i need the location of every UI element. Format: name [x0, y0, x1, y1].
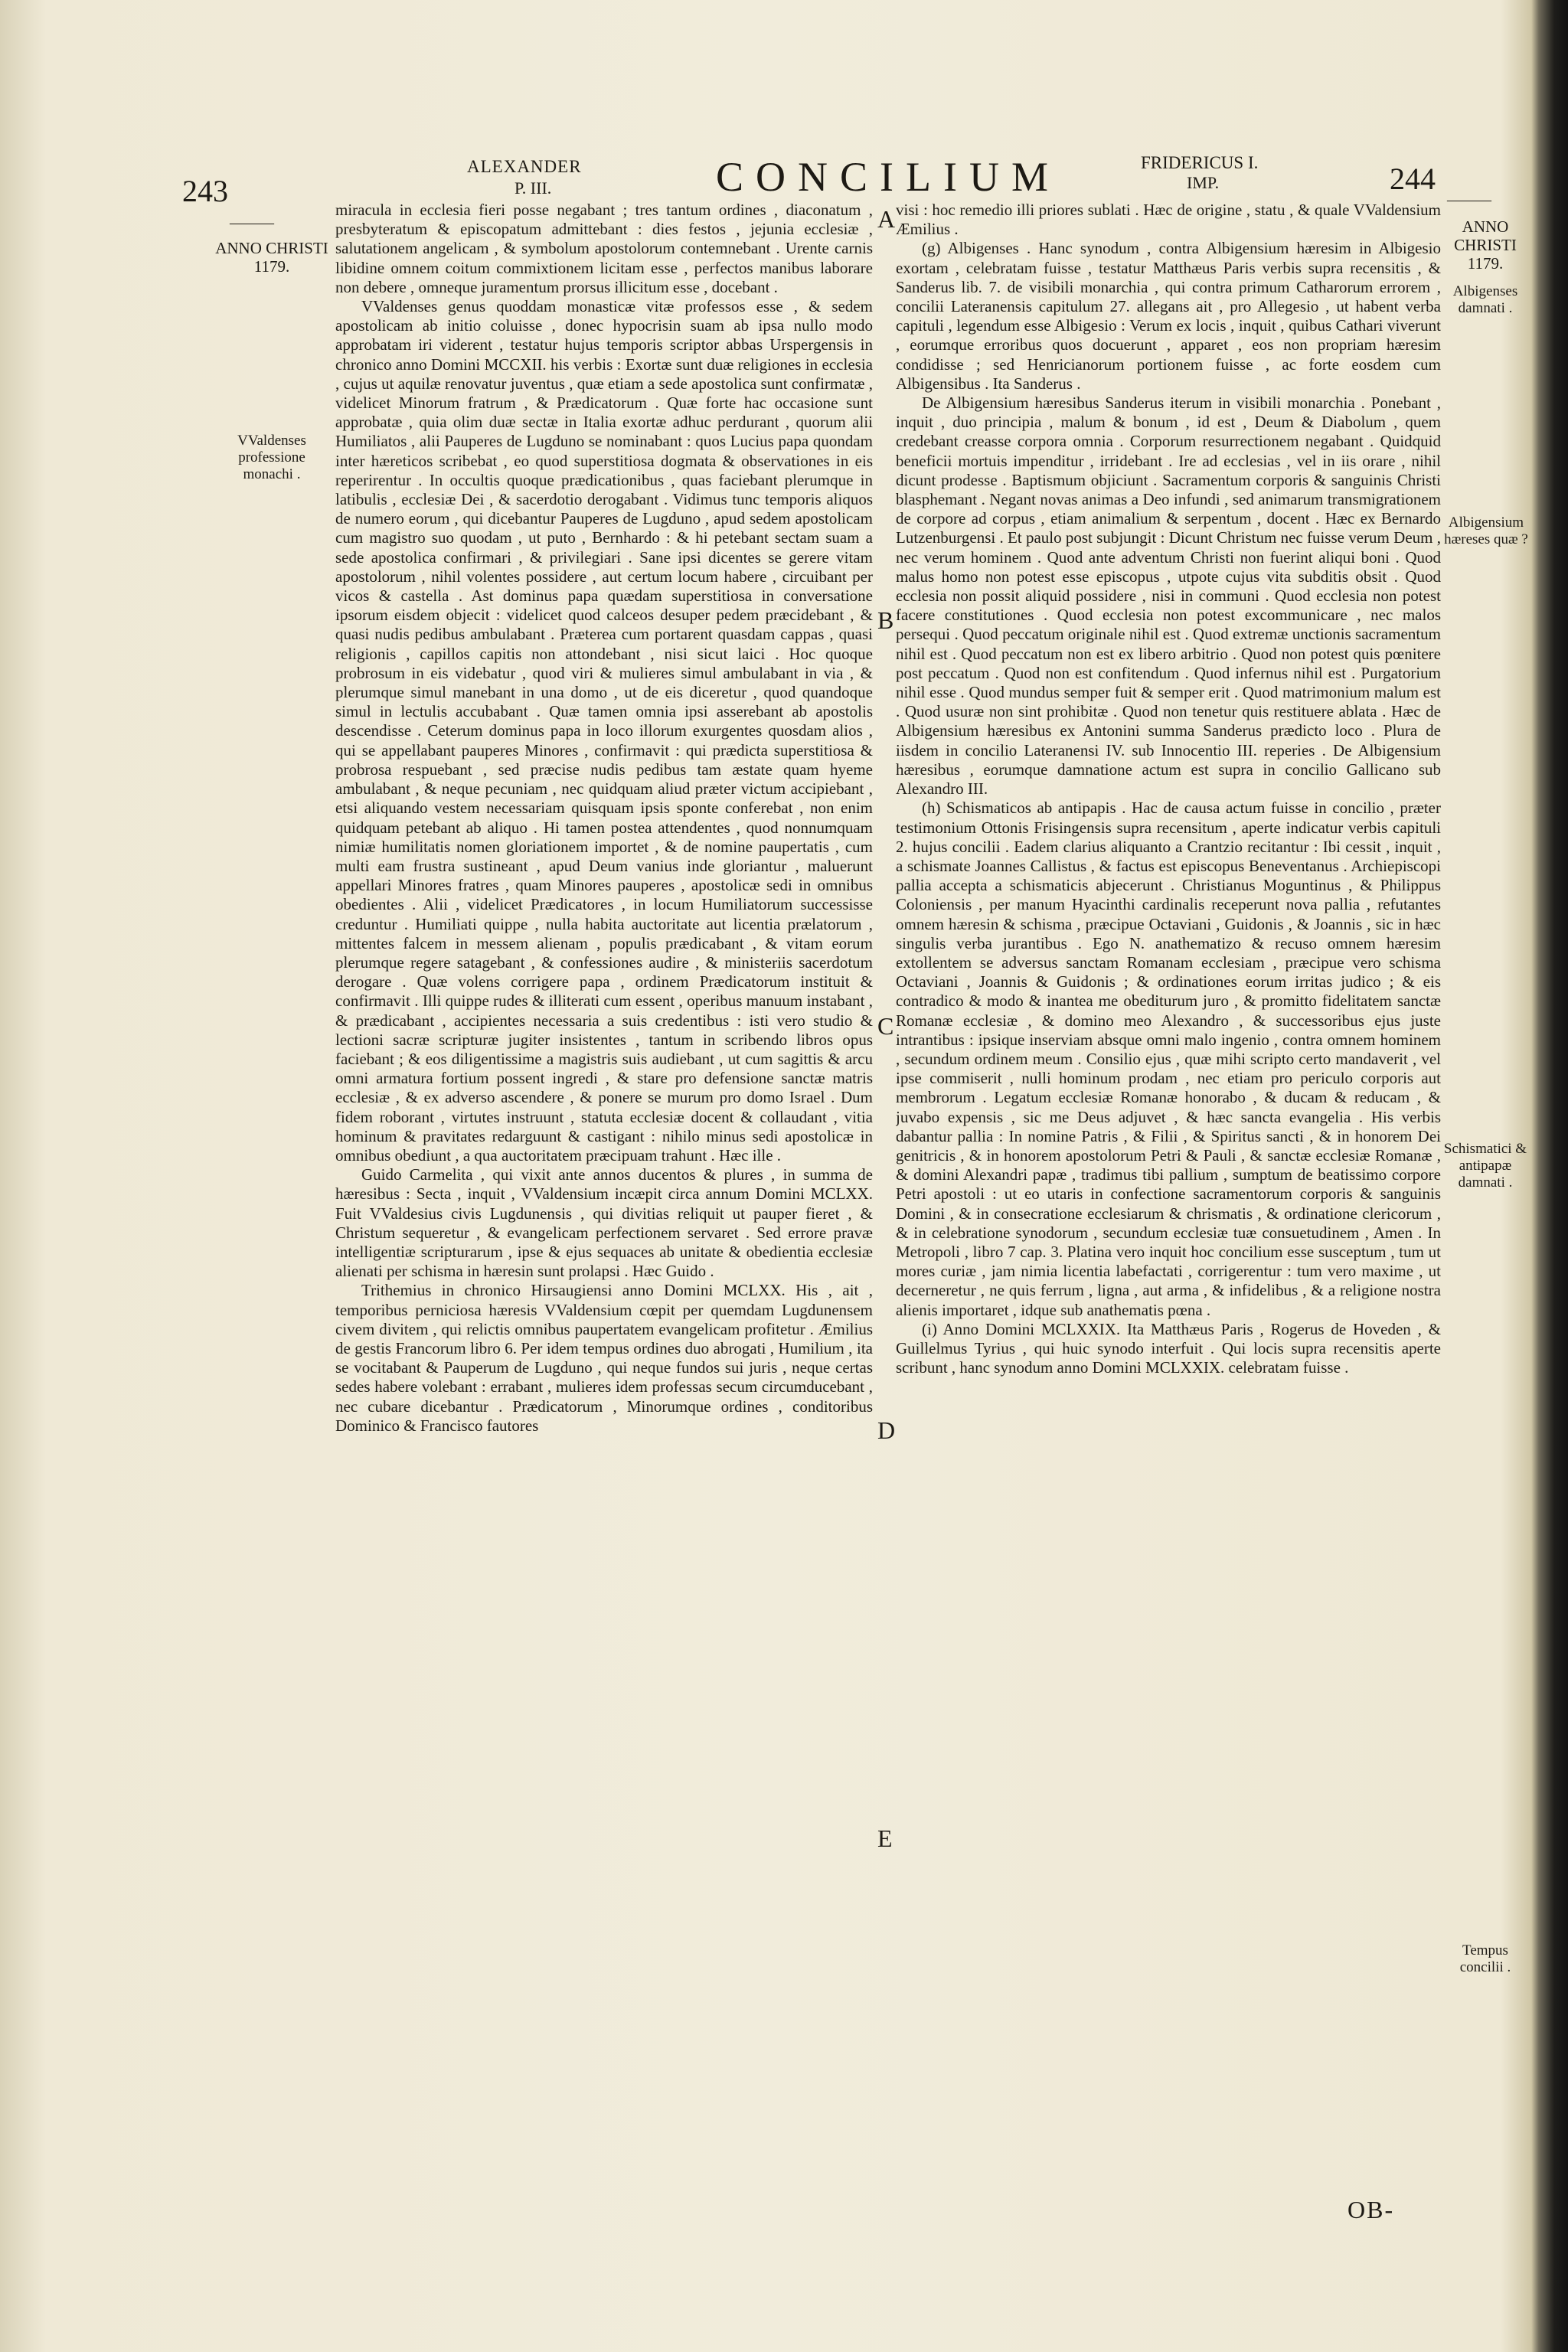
- page-number-left: 243: [182, 174, 228, 208]
- margin-dash-left: ———: [230, 214, 273, 231]
- running-head-left-sub: P. III.: [514, 178, 552, 198]
- paragraph: VValdenses genus quoddam monasticæ vitæ professos esse , & sedem apostolicam ab initio coluisse , donec hypocrisin suam ab ipsa nullo modo approbatam iri viderent , testatur hujus temporis scriptor abbas Urspergensis in chronico anno Domini MCCXII. his verbis : Exortæ sunt duæ religiones in ecclesia , cujus ut aquilæ renovatur juventus , quæ etiam a sede apostolica sunt confirmatæ , videlicet Minorum fratrum , & Prædicatorum . Quæ forte hac occasione sunt approbatæ , quia olim duæ sectæ in Italia exortæ adhuc perdurant , quorum alii Humiliatos , alii Pauperes de Lugduno se nominabant : quos Lucius papa quondam inter hæreticos scribebat , eo quod superstitiosa dogmata & observationes in eis reperirentur . In occultis quoque prædicationibus , quas faciebant plerumque in latibulis , ecclesiæ Dei , & sacerdotio derogabant . Vidimus tunc temporis aliquos de numero eorum , qui dicebantur Pauperes de Lugduno , apud sedem apostolicam cum magistro suo quodam , ut puto , Bernhardo : & hi petebant sectam suam a sede apostolica confirmari , & privilegiari . Sane ipsi dicentes se gerere vitam apostolorum , nihil volentes possidere , aut certum locum habere , circuibant per vicos & castella . Ast dominus papa quædam superstitiosa in conversatione ipsorum eisdem objecit : videlicet quod calceos desuper pedem præcidebant , & quasi nudis pedibus ambulabant . Præterea cum portarent quasdam cappas , quasi religionis , capillos capitis non attondebant , nisi sicut laici . Hoc quoque probrosum in eis videbatur , quod viri & mulieres simul ambulabant in via , & plerumque simul manebant in una domo , ut de eis diceretur , quod quandoque simul in lectulis accubabant . Quæ tamen omnia ipsi asserebant ab apostolis descendisse . Ceterum dominus papa in loco illorum exurgentes quosdam alios , qui se appellabant pauperes Minores , confirmavit : qui prædicta superstitiosa & probrosa respuebant , sed præcise nudis pedibus tam æstate quam hyeme ambulabant , & neque pecuniam , nec quidquam aliud præter victum accipiebant , etsi aliquando vestem necessariam quisquam ipsis sponte conferebat , non enim quidquam petebant ab aliquo . Hi tamen postea attendentes , quod nonnumquam nimiæ humilitatis nomen gloriationem importet , & de nomine paupertatis , cum multi eam frustra sustineant , apud Deum vanius inde gloriantur , maluerunt appellari Minores fratres , quam Minores pauperes , apostolicæ sedi in omnibus obedientes . Alii , videlicet Prædicatores , in locum Humiliatorum successisse creduntur . Humiliati quippe , nulla habita auctoritate aut licentia prælatorum , mittentes falcem in messem alienam , populis prædicabant , & vitam eorum plerumque regere satagebant , & confessiones audire , & ministeriis sacerdotum derogare . Quæ volens corrigere papa , ordinem Prædicatorum instituit & confirmavit . Illi quippe rudes & illiterati cum essent , operibus manuum instabant , & prædicabant , accipientes necessaria a suis credentibus : isti vero studio & lectioni sacræ scripturæ jugiter insistentes , tantum in scribendo libros opus faciebant ; & eos diligentissime a magistris suis audiebant , ut cum sagittis & arcu omni armatura fortium possent ingredi , & stare pro defensione sanctæ matris ecclesiæ , & ex adverso ascendere , & ponere se murum pro domo Israel . Dum fidem roborant , virtutes instruunt , statuta ecclesiæ docent & collaudant , vitia hominum & pravitates redarguunt & castigant : nihilo minus sedi apostolicæ in omnibus obediunt , a qua auctoritatem præcipuam trahunt . Hæc ille .: [335, 297, 873, 1165]
- running-head-right: FRIDERICUS I.: [1141, 153, 1259, 172]
- paragraph: (g) Albigenses . Hanc synodum , contra Albigensium hæresim in Albigesio exortam , celebratam fuisse , testatur Matthæus Paris verbis supra recensitis , & Sanderus lib. 7. de visibili monarchia , qui contra primum Catharorum errorem , concilii Lateranensis capitulum 27. allegans ait , pro Allegesio , ut habent verba capituli , legendum esse Albigesio : Verum ex locis , inquit , quibus Cathari viverunt , eorumque erroribus quos docuerunt , apparet , eos non propriam hæresim condidisse ; sed Henricianorum portionem fuisse , ac forte eosdem cum Albigensibus . Ita Sanderus .: [896, 239, 1441, 393]
- page-number-right: 244: [1390, 162, 1436, 196]
- paragraph: Trithemius in chronico Hirsaugiensi anno Domini MCLXX. His , ait , temporibus perniciosa hæresis VValdensium cœpit per quemdam Lugdunensem civem divitem , qui relictis omnibus paupertatem evangelicam profitetur . Æmilius de gestis Francorum libro 6. Per idem tempus ordines duo abrogati , Humilium , ita se vocitabant & Pauperum de Lugduno , qui neque fundos sui juris , neque certas sedes habere volebant : errabant , mulieres idem professas secum circumducebant , nec cubare dicebantur . Prædicatorum , Minorumque ordines , conditoribus Dominico & Francisco fautores: [335, 1281, 873, 1435]
- margin-note-left: VValdenses professione monachi .: [237, 433, 306, 482]
- page-edge-shadow: [1531, 0, 1568, 2352]
- margin-note-right-2: Albigensium hæreses quæ ?: [1444, 514, 1528, 547]
- section-letter-c: C: [877, 1012, 894, 1040]
- margin-note-right-4: Tempus concilii .: [1459, 1942, 1511, 1975]
- paragraph: De Albigensium hæresibus Sanderus iterum in visibili monarchia . Ponebant , inquit , duo principia , malum & bonum , id est , Deum & Diabolum , quem credebant creasse corpora omnia . Corporum resurrectionem negabant . Quidquid beneficii mortuis impenditur , irridebant . Ire ad ecclesias , vel in iis orare , nihil dicunt prodesse . Baptismum objiciunt . Sacramentum corporis & sanguinis Christi blasphemant . Negant novas animas a Deo infundi , sed animarum transmigrationem de corpore ad corpus , etiam animalium & serpentum , docent . Hæc ex Bernardo Lutzenburgensi . Et paulo post subjungit : Dicunt Christum nec fuisse verum Deum , nec verum hominem . Quod ante adventum Christi non fuerint aliqui boni . Quod malus homo non potest esse episcopus , utpote cujus vita subditis obsit . Quod ecclesia non possit aliquid possidere , nisi in communi . Quod ecclesia non potest facere constitutiones . Quod ecclesia non potest excommunicare , nec malos persequi . Quod peccatum originale nihil est . Quod extremæ unctionis sacramentum nihil est . Quod peccatum non est ex libero arbitrio . Quod non potest quis pœnitere post peccatum . Quod non est confitendum . Quod infernus nihil est . Purgatorium nihil esse . Quod mundus semper fuit & semper erit . Quod matrimonium malum est . Quod usuræ non sint prohibitæ . Quod non tenetur quis restituere ablata . Hæc de Albigensium hæresibus ex Antonini summa Sanderus prædicto loco . Plura de iisdem in concilio Lateranensi IV. sub Innocentio III. reperies . De Albigensium hæresibus , eorumque damnatione actum est supra in concilio Gallicano sub Alexandro III.: [896, 394, 1441, 799]
- section-letter-b: B: [877, 606, 894, 634]
- paragraph: visi : hoc remedio illi priores sublati . Hæc de origine , statu , & quale VValdensium Æmilius .: [896, 201, 1441, 239]
- text-column-left: [335, 201, 873, 2252]
- margin-note-right-1: Albigenses damnati .: [1452, 283, 1518, 316]
- section-letter-d: D: [877, 1416, 896, 1444]
- margin-note-right-3: Schismatici & antipapæ damnati .: [1443, 1141, 1527, 1191]
- section-letter-a: A: [877, 205, 896, 233]
- margin-year-left: ANNO CHRISTI 1179.: [215, 239, 328, 276]
- page-title: CONCILIUM: [716, 154, 1060, 200]
- catchword: OB-: [1348, 2196, 1395, 2223]
- margin-dash-right: ———: [1447, 191, 1491, 208]
- paragraph: (h) Schismaticos ab antipapis . Hac de causa actum fuisse in concilio , præter testimonium Ottonis Frisingensis supra recensitum , aperte indicatur verbis capituli 2. hujus concilii . Eadem clarius aliquanto a Crantzio recitantur : Ibi cessit , inquit , a schismate Joannes Callistus , & factus est episcopus Beneventanus . Archiepiscopi pallia accepta a schismaticis abjecerunt . Christianus Moguntinus , & Philippus Coloniensis , per manum Hyacinthi cardinalis receperunt nova pallia , refutantes omnem hæresin & schisma , præcipue Octaviani , Guidonis , & Joannis , sic in hæc singulis verba jurantibus . Ego N. anathematizo & recuso omnem hæresim extollentem se adversus sanctam Romanam ecclesiam , præcipue vero schisma Octaviani , Joannis & Guidonis ; & ordinationes eorum irritas judico ; & eis contradico & modo & inantea me obediturum juro , & promitto fidelitatem sanctæ Romanæ ecclesiæ , & domino meo Alexandro , & successoribus ejus juste intrantibus : ipsique inserviam absque omni malo ingenio , contra omnem hominem , secundum ordinem meum . Consilio ejus , quæ mihi scripto certo mandaverit , vel ipse commiserit , nulli hominum prodam , nec etiam pro periculo corporis aut membrorum . Legatum ecclesiæ Romanæ honorabo , & ducam & reducam , & juvabo expensis , sic me Deus adjuvet , & hæc sancta evangelia . His verbis dabantur pallia : In nomine Patris , & Filii , & Spiritus sancti , & in honorem Dei genitricis , & in honorem apostolorum Petri & Pauli , & sanctæ ecclesiæ Romanæ , & domini Alexandri papæ , tradimus tibi pallium , sumptum de beatissimo corpore Petri apostoli : ut eo utaris in confectione sacramentorum corporis & sanguinis Domini , & in consecratione ecclesiarum & chrismatis , & ordinatione clericorum , & in celebratione synodorum , secundum ecclesiæ tuæ consuetudinem , Amen . In Metropoli , libro 7 cap. 3. Platina vero inquit hoc concilium esse susceptum , tum ut mores curiæ , jam nimia licentia labefactati , corrigerentur : tum vero maxime , ut decerneretur , ne quis ferrum , ligna , aut arma , & infidelibus , & a religione nostra alienis importaret , idque sub anathematis pœna .: [896, 799, 1441, 1319]
- margin-year-right: ANNO CHRISTI 1179.: [1454, 217, 1517, 273]
- paragraph: miracula in ecclesia fieri posse negabant ; tres tantum ordines , diaconatum , presbyteratum & episcopatum admittebant : dies festos , jejunia ecclesiæ , salutationem angelicam , & symbolum apostolorum contemnebant . Urente carnis libidine omnem coitum commixtionem licitam esse , perfectos manibus laborare non debere , omneque juramentum prorsus illicitum esse , docebant .: [335, 201, 873, 296]
- paragraph: (i) Anno Domini MCLXXIX. Ita Matthæus Paris , Rogerus de Hoveden , & Guillelmus Tyrius , qui huic synodo interfuit . Qui locis supra recensitis aperte scribunt , hanc synodum anno Domini MCLXXIX. celebratam fuisse .: [896, 1319, 1441, 1377]
- running-head-left: ALEXANDER: [467, 157, 582, 176]
- text-column-right: [896, 201, 1441, 2130]
- section-letter-e: E: [877, 1824, 893, 1852]
- paragraph: Guido Carmelita , qui vixit ante annos ducentos & plures , in summa de hæresibus : Secta , inquit , VValdensium incæpit circa annum Domini MCLXX. Fuit VValdesius civis Lugdunensis , qui divitias reliquit ut pauper fieret , & Christum sequeretur , & evangelicam perfectionem servaret . Sed errore pravæ intelligentiæ scripturarum , ipse & ejus sequaces ab unitate & obedientia ecclesiæ alienati per schisma in hæresin sunt prolapsi . Hæc Guido .: [335, 1165, 873, 1281]
- running-head-right-sub: IMP.: [1187, 173, 1220, 192]
